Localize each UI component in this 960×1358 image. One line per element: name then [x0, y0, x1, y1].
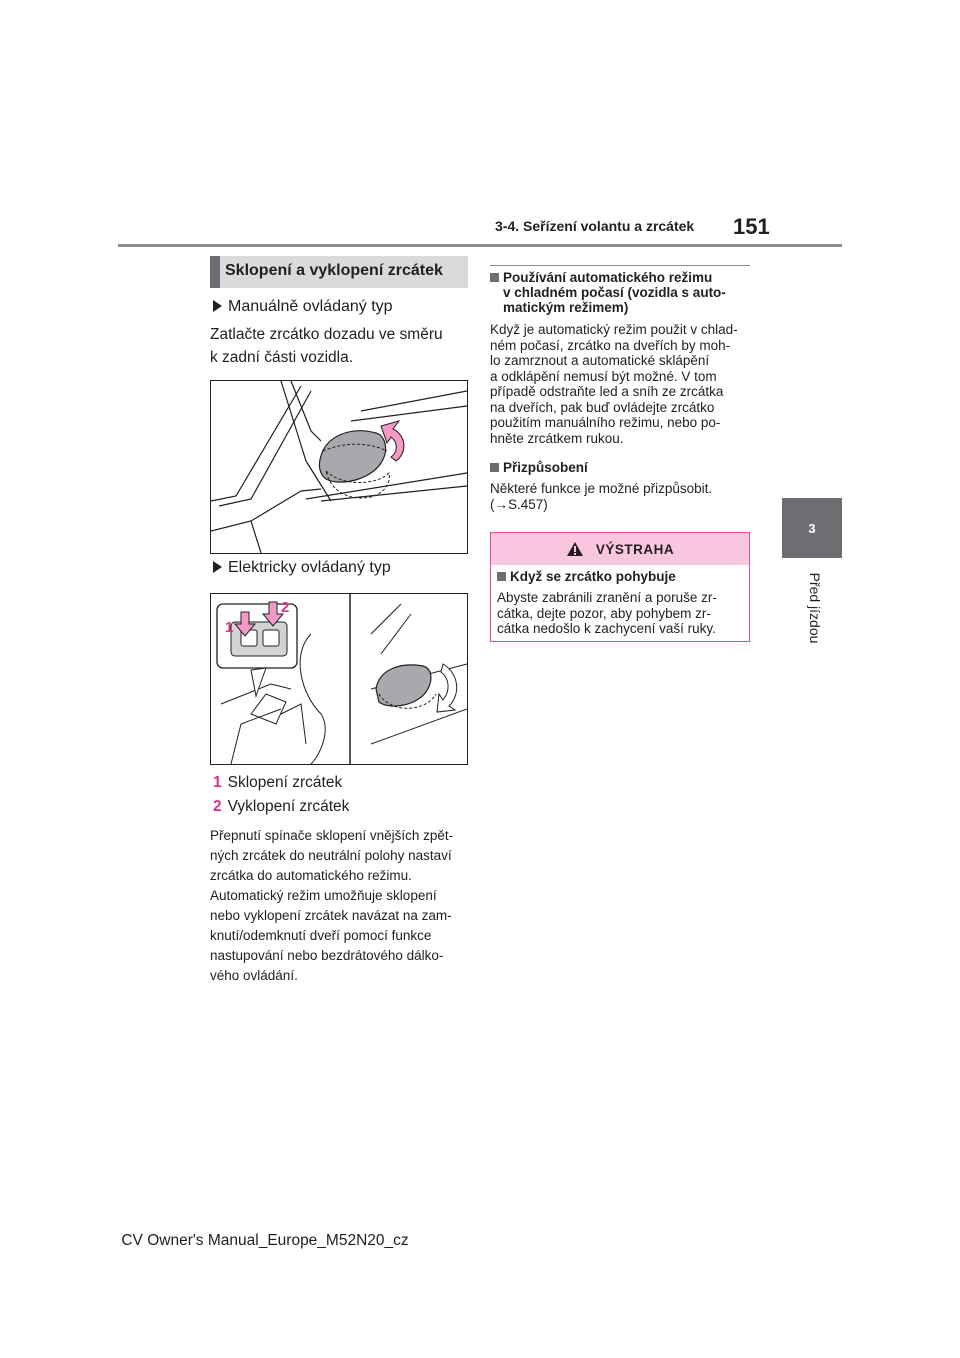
item-text: Vyklopení zrcátek — [227, 798, 350, 815]
text-line: na dveřích, pak buď ovládejte zrcátko — [490, 399, 715, 415]
item-text: Sklopení zrcátek — [227, 774, 343, 791]
electric-type-row — [213, 559, 391, 577]
text-line: Některé funkce je možné přizpůsobit. — [490, 481, 713, 496]
warning-triangle-icon — [566, 541, 584, 557]
callout-2: 2 — [281, 599, 290, 616]
paragraph-line: zrcátka do automatického režimu. — [210, 868, 412, 883]
warning-header — [491, 533, 749, 565]
page-reference-link[interactable]: (→S.457) — [490, 496, 548, 512]
chapter-label: Před jízdou — [807, 572, 823, 644]
electric-mirror-illustration — [210, 593, 468, 765]
warning-subheading — [491, 565, 749, 584]
list-item — [213, 795, 349, 819]
section-title: 3-4. Seřízení volantu a zrcátek — [495, 218, 695, 234]
paragraph-line: nastupování nebo bezdrátového dálko- — [210, 948, 444, 963]
manual-type-label: Manuálně ovládaný typ — [228, 298, 393, 315]
text-line: Abyste zabránili zranění a poruše zr- — [497, 590, 717, 605]
arrow-right-icon — [213, 300, 222, 312]
paragraph-line: ných zrcátek do neutrální polohy nastaví — [210, 848, 452, 863]
heading-text: Přizpůsobení — [503, 460, 588, 475]
section-heading: Sklopení a vyklopení zrcátek — [210, 256, 468, 288]
manual-text-line-2: k zadní části vozidla. — [210, 349, 354, 366]
customization-text — [490, 481, 752, 512]
manual-mirror-drawing — [211, 381, 467, 553]
text-line: cátka, dejte pozor, aby pohybem zr- — [497, 605, 711, 621]
item-number: 1 — [213, 774, 222, 791]
heading-line: matickým režimem) — [503, 300, 629, 315]
square-bullet-icon — [497, 572, 506, 581]
heading-line: Používání automatického režimu — [503, 270, 713, 285]
text-line: hněte zrcátkem rukou. — [490, 430, 624, 446]
callout-1: 1 — [225, 619, 234, 636]
customization-heading — [490, 460, 588, 475]
cold-weather-heading — [490, 270, 752, 315]
arrow-right-icon — [213, 561, 222, 573]
chapter-label-wrap — [805, 560, 825, 660]
electric-type-label: Elektricky ovládaný typ — [228, 559, 391, 576]
list-item — [213, 771, 342, 795]
text-line: ném počasí, zrcátko na dveřích by moh- — [490, 337, 731, 353]
automatic-mode-paragraph — [210, 826, 472, 986]
heading-line: v chladném počasí (vozidla s auto- — [503, 285, 726, 300]
cold-weather-text — [490, 322, 752, 446]
warning-text — [491, 584, 749, 637]
electric-mirror-drawing — [211, 594, 467, 764]
right-column-rule — [490, 265, 750, 266]
text-line: Když je automatický režim použit v chlad- — [490, 322, 738, 337]
manual-type-row — [213, 298, 393, 316]
square-bullet-icon — [490, 463, 499, 472]
paragraph-line: vého ovládání. — [210, 968, 298, 983]
paragraph-line: knutí/odemknutí dveří pomocí funkce — [210, 928, 432, 943]
page-number: 151 — [733, 214, 770, 239]
manual-mirror-illustration — [210, 380, 468, 554]
chapter-number: 3 — [808, 520, 816, 536]
warning-title: VÝSTRAHA — [595, 541, 675, 557]
text-line: cátka nedošlo k zachycení vaší ruky. — [497, 621, 716, 636]
item-number: 2 — [213, 798, 222, 815]
warning-subheading-text: Když se zrcátko pohybuje — [510, 569, 676, 584]
square-bullet-icon — [490, 273, 499, 282]
text-line: použitím manuálního režimu, nebo po- — [490, 415, 721, 430]
text-line: případě odstraňte led a sníh ze zrcátka — [490, 384, 724, 399]
footer-text: CV Owner's Manual_Europe_M52N20_cz — [121, 1232, 409, 1249]
header-rule — [118, 244, 842, 247]
manual-text-line-1: Zatlačte zrcátko dozadu ve směru — [210, 326, 443, 343]
chapter-tab — [782, 498, 842, 558]
paragraph-line: nebo vyklopení zrcátek navázat na zam- — [210, 908, 452, 923]
text-line: lo zamrznout a automatické sklápění — [490, 353, 710, 368]
paragraph-line: Přepnutí spínače sklopení vnějších zpět- — [210, 828, 454, 843]
paragraph-line: Automatický režim umožňuje sklopení — [210, 888, 437, 903]
warning-box — [490, 532, 750, 642]
text-line: a odklápění nemusí být možné. V tom — [490, 368, 717, 384]
